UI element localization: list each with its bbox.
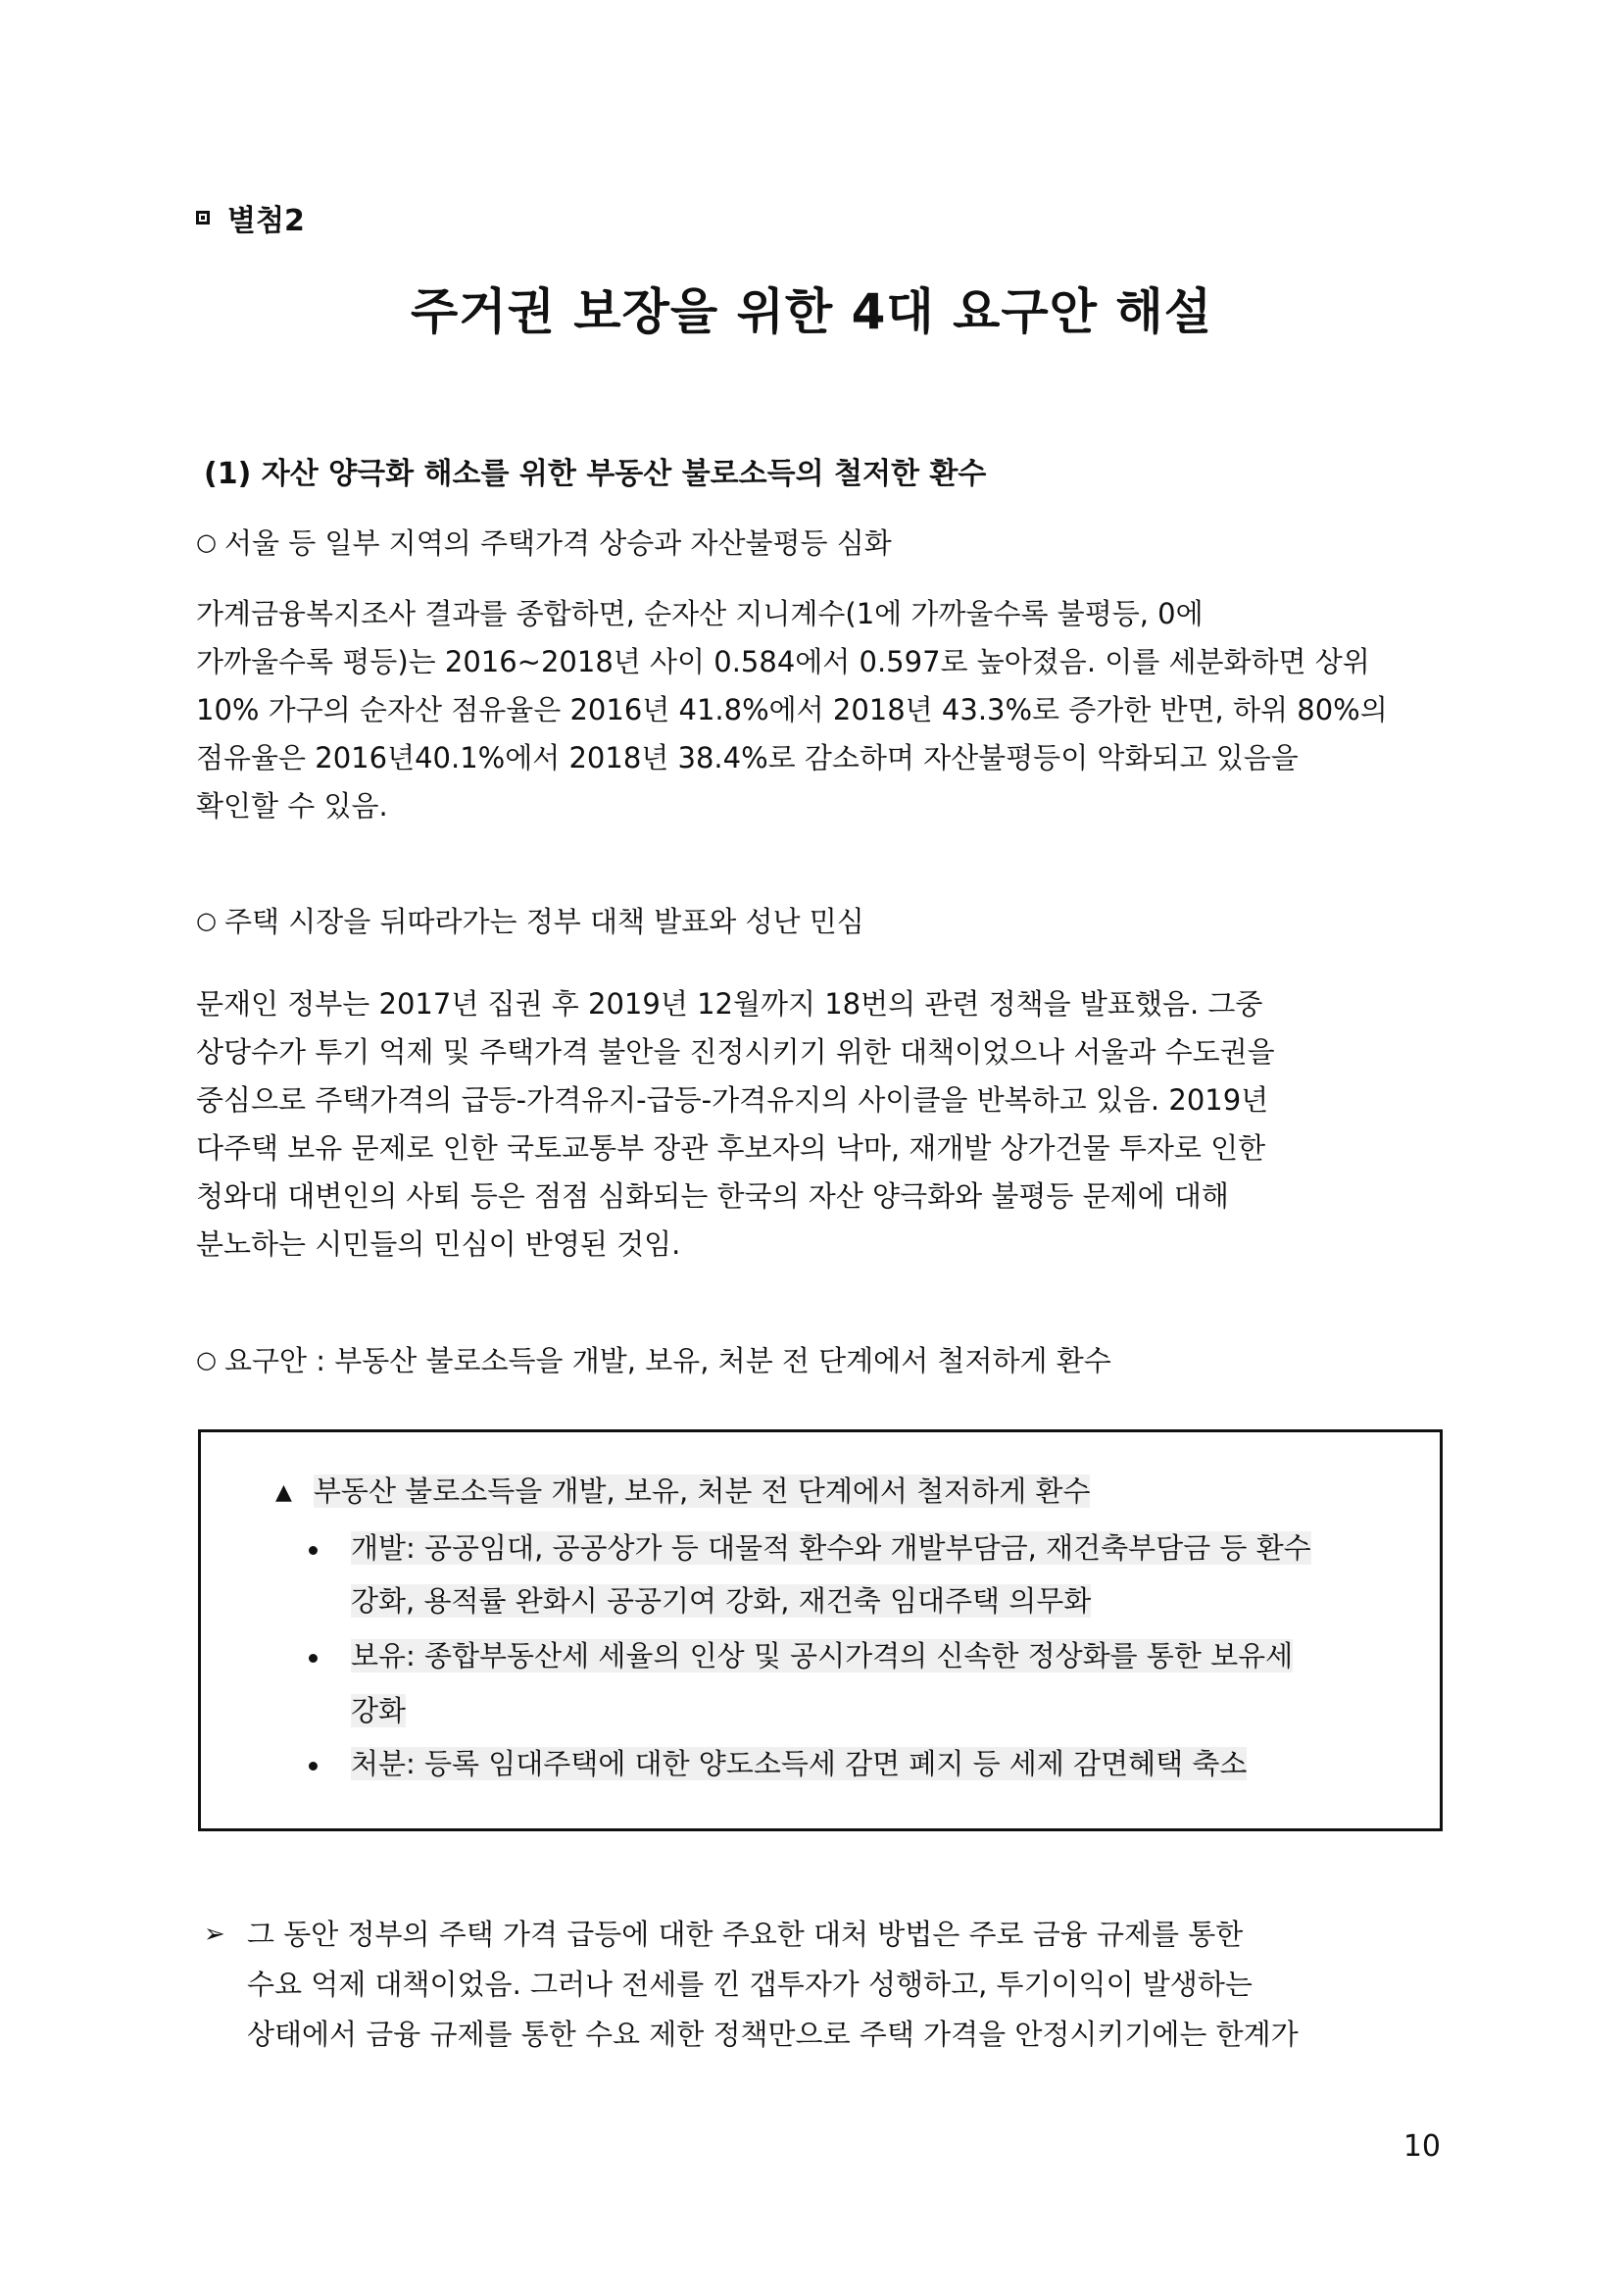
bullet-heading-2 bbox=[196, 900, 864, 940]
paragraph-line: 상태에서 금융 규제를 통한 수요 제한 정책만으로 주택 가격을 안정시키기에는 한계가 bbox=[247, 2018, 1299, 2051]
paragraph-line: 점유율은 2016년40.1%에서 2018년 38.4%로 감소하며 자산불평등이 악화되고 있음을 bbox=[196, 741, 1299, 774]
requirement-item-3-line-1 bbox=[351, 1742, 1247, 1782]
paragraph-line: 문재인 정부는 2017년 집권 후 2019년 12월까지 18번의 관련 정책을 발표했음. 그중 bbox=[196, 987, 1263, 1021]
paragraph-line: 분노하는 시민들의 민심이 반영된 것임. bbox=[196, 1227, 681, 1261]
appendix-label bbox=[196, 196, 305, 239]
requirement-main-text: 부동산 불로소득을 개발, 보유, 처분 전 단계에서 철저하게 환수 bbox=[313, 1474, 1091, 1508]
appendix-label-text: 별첨2 bbox=[227, 204, 305, 238]
paragraph-1 bbox=[196, 590, 1431, 830]
requirement-item-2-line-1 bbox=[351, 1634, 1293, 1674]
paragraph-2 bbox=[196, 980, 1431, 1269]
arrow-paragraph bbox=[204, 1910, 1299, 2060]
round-bullet-icon bbox=[309, 1546, 318, 1555]
bullet-heading-text: 요구안 : 부동산 불로소득을 개발, 보유, 처분 전 단계에서 철저하게 환수 bbox=[223, 1344, 1111, 1377]
requirement-item-text: 강화 bbox=[351, 1694, 407, 1727]
paragraph-line: 다주택 보유 문제로 인한 국토교통부 장관 후보자의 낙마, 재개발 상가건물 투자로 인한 bbox=[196, 1131, 1266, 1165]
bullet-heading-3 bbox=[196, 1339, 1111, 1379]
paragraph-line: 가까울수록 평등)는 2016~2018년 사이 0.584에서 0.597로 높아졌음. 이를 세분화하면 상위 bbox=[196, 645, 1370, 678]
bullet-heading-1 bbox=[196, 522, 892, 562]
arrow-bullet-icon: ➢ bbox=[204, 1920, 225, 1949]
requirement-main bbox=[275, 1470, 1090, 1510]
paragraph-line: 확인할 수 있음. bbox=[196, 789, 388, 823]
round-bullet-icon bbox=[309, 1762, 318, 1771]
requirement-item-2-line-2 bbox=[351, 1689, 406, 1729]
page-number: 10 bbox=[1402, 2129, 1441, 2164]
square-bullet-icon bbox=[196, 211, 210, 225]
paragraph-line: 그 동안 정부의 주택 가격 급등에 대한 주요한 대처 방법은 주로 금융 규제를 통한 bbox=[247, 1918, 1244, 1951]
paragraph-line: 수요 억제 대책이었음. 그러나 전세를 낀 갭투자가 성행하고, 투기이익이 발생하는 bbox=[247, 1968, 1253, 2001]
document-title: 주거권 보장을 위한 4대 요구안 해설 bbox=[410, 283, 1213, 340]
requirement-box bbox=[198, 1429, 1443, 1831]
paragraph-line: 중심으로 주택가격의 급등-가격유지-급등-가격유지의 사이클을 반복하고 있음. 2019년 bbox=[196, 1083, 1269, 1117]
requirement-item-text: 보유: 종합부동산세 세율의 인상 및 공시가격의 신속한 정상화를 통한 보유세 bbox=[351, 1639, 1294, 1672]
triangle-bullet-icon: ▲ bbox=[275, 1480, 292, 1505]
paragraph-line: 가계금융복지조사 결과를 종합하면, 순자산 지니계수(1에 가까울수록 불평등, 0에 bbox=[196, 597, 1204, 630]
round-bullet-icon bbox=[309, 1654, 318, 1663]
paragraph-line: 상당수가 투기 억제 및 주택가격 불안을 진정시키기 위한 대책이었으나 서울과 수도권을 bbox=[196, 1035, 1275, 1069]
paragraph-line: 10% 가구의 순자산 점유율은 2016년 41.8%에서 2018년 43.3%로 증가한 반면, 하위 80%의 bbox=[196, 693, 1388, 726]
circle-bullet-icon: ○ bbox=[196, 1345, 217, 1373]
circle-bullet-icon: ○ bbox=[196, 527, 217, 556]
requirement-item-1-line-1 bbox=[351, 1526, 1311, 1567]
bullet-heading-text: 주택 시장을 뒤따라가는 정부 대책 발표와 성난 민심 bbox=[223, 905, 864, 938]
requirement-item-text: 강화, 용적률 완화시 공공기여 강화, 재건축 임대주택 의무화 bbox=[351, 1584, 1092, 1618]
paragraph-line: 청와대 대변인의 사퇴 등은 점점 심화되는 한국의 자산 양극화와 불평등 문제에 대해 bbox=[196, 1179, 1229, 1213]
requirement-item-text: 처분: 등록 임대주택에 대한 양도소득세 감면 폐지 등 세제 감면혜택 축소 bbox=[351, 1747, 1248, 1780]
requirement-item-text: 개발: 공공임대, 공공상가 등 대물적 환수와 개발부담금, 재건축부담금 등 환수 bbox=[351, 1531, 1311, 1565]
bullet-heading-text: 서울 등 일부 지역의 주택가격 상승과 자산불평등 심화 bbox=[223, 526, 892, 560]
section-heading: (1) 자산 양극화 해소를 위한 부동산 불로소득의 철저한 환수 bbox=[204, 457, 987, 491]
circle-bullet-icon: ○ bbox=[196, 906, 217, 934]
requirement-item-1-line-2 bbox=[351, 1579, 1091, 1620]
